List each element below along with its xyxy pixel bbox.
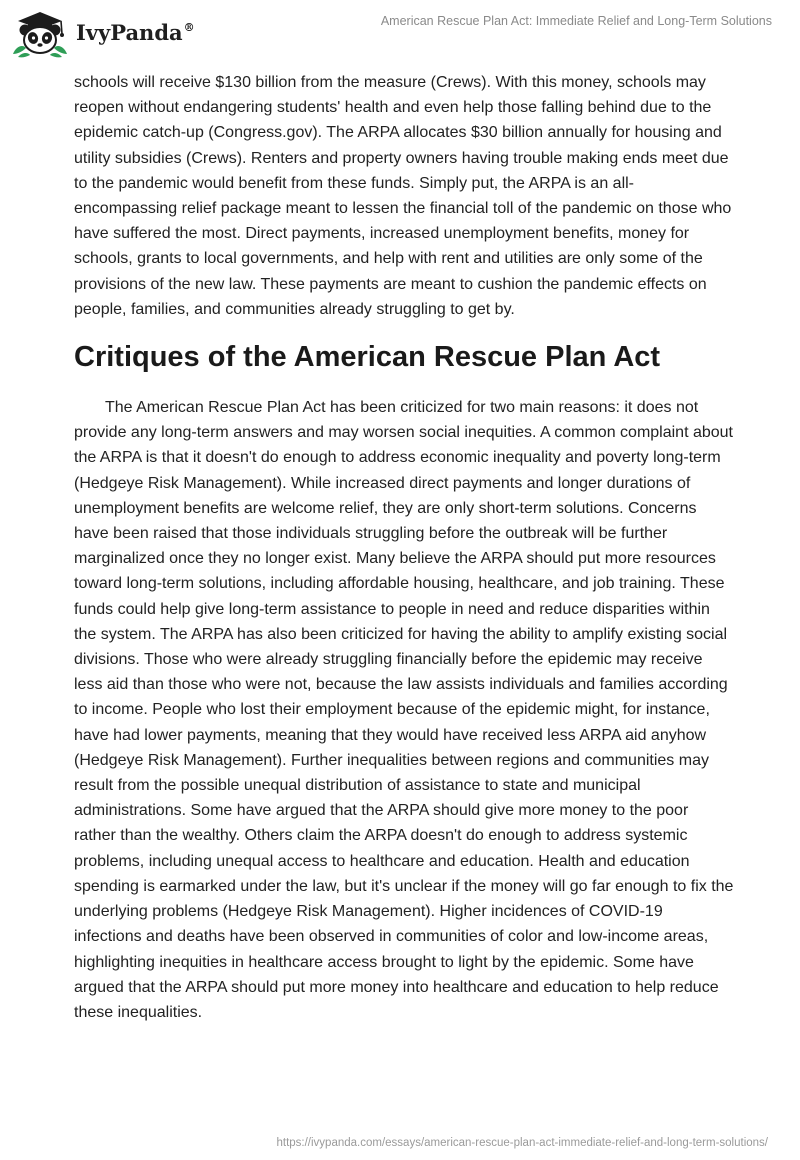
body-paragraph: The American Rescue Plan Act has been criticized for two main reasons: it does not provide any long-term answers and may worsen social inequities. A common complaint about the ARPA is that it doesn't do enough to address economic inequality and poverty long-term (Hedgeye Risk Management). While increased direct payments and longer durations of unemployment benefits are welcome relief, they are only short-term solutions. Concerns have been raised that those individuals struggling before the outbreak will be further marginalized once they no longer exist. Many believe the ARPA should put more resources toward long-term solutions, including affordable housing, healthcare, and job training. These funds could help give long-term assistance to people in need and reduce disparities within the system. The ARPA has also been criticized for having the ability to amplify existing social divisions. Those who were already struggling financially before the epidemic may receive less aid than those who were not, because the law assists individuals and families according to income. People who lost their employment because of the epidemic might, for instance, have had lower payments, meaning that they would have received less ARPA aid anyhow (Hedgeye Risk Management). Further inequalities between regions and communities may result from the possible unequal distribution of assistance to state and municipal administrations. Some have argued that the ARPA should give more money to the poor rather than the wealthy. Others claim the ARPA doesn't do enough to address systemic problems, including unequal access to healthcare and education. Health and education spending is earmarked under the law, but it's unclear if the money will go far enough to fix the underlying problems (Hedgeye Risk Management). Higher incidences of COVID-19 infections and deaths have been observed in communities of color and low-income areas, highlighting inequities in healthcare access brought to light by the epidemic. Some have argued that the ARPA should put more money into healthcare and education to help reduce these inequalities. (74, 399, 734, 1021)
section-heading: Critiques of the American Rescue Plan Act (74, 341, 661, 374)
body-paragraph: schools will receive $130 billion from the measure (Crews). With this money, schools may reopen without endangering students' health and even help those falling behind due to the epidemic catch-up (Congress.gov). The ARPA allocates $30 billion annually for housing and utility subsidies (Crews). Renters and property owners having trouble making ends meet due to the pandemic would benefit from these funds. Simply put, the ARPA is an all-encompassing relief package meant to lessen the financial toll of the pandemic on those who have suffered the most. Direct payments, increased unemployment benefits, money for schools, grants to local governments, and help with rent and utilities are only some of the provisions of the new law. These payments are meant to cushion the pandemic effects on people, families, and communities already struggling to get by. (74, 74, 732, 318)
panda-graduate-icon (10, 8, 70, 58)
ivypanda-logo[interactable] (10, 8, 200, 58)
brand-text: IvyPanda (76, 20, 183, 45)
registered-mark: ® (183, 21, 195, 34)
essay-content (74, 70, 734, 1025)
page-url[interactable]: https://ivypanda.com/essays/american-rescue-plan-act-immediate-relief-and-long-term-solutions/ (276, 1137, 768, 1149)
brand-name (76, 20, 195, 45)
document-title: American Rescue Plan Act: Immediate Relief and Long-Term Solutions (380, 14, 772, 28)
page-header (0, 0, 800, 70)
